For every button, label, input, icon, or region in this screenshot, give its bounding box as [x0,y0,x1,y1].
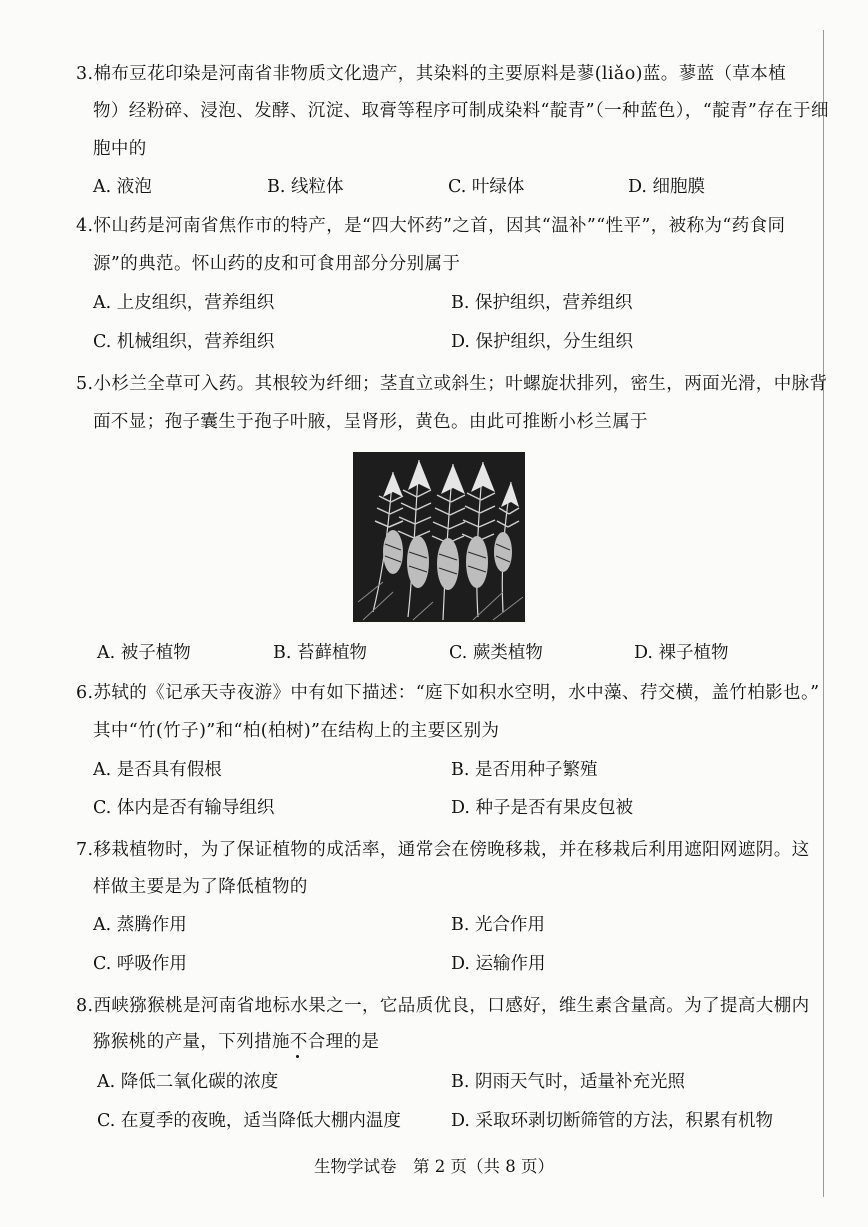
q3-line-3: 胞中的 [93,139,147,159]
q7-option-b: B. 光合作用 [451,915,545,935]
q3-line-1: 3.棉布豆花印染是河南省非物质文化遗产，其染料的主要原料是蓼(liǎo)蓝。蓼蓝（草本植 [76,64,787,84]
q3-option-c: C. 叶绿体 [448,177,525,197]
q5-line-2: 面不显；孢子囊生于孢子叶腋，呈肾形，黄色。由此可推断小杉兰属于 [93,412,648,432]
q4-line-2: 源”的典范。怀山药的皮和可食用部分分别属于 [93,254,461,274]
q7-line-2: 样做主要是为了降低植物的 [93,877,308,897]
q6-option-a: A. 是否具有假根 [93,760,222,780]
q5-option-c: C. 蕨类植物 [449,643,543,663]
q7-option-a: A. 蒸腾作用 [93,915,187,935]
q6-option-c: C. 体内是否有输导组织 [93,798,275,818]
q8-option-d: D. 采取环剥切断筛管的方法，积累有机物 [451,1111,774,1131]
q8-option-a: A. 降低二氧化碳的浓度 [97,1072,279,1092]
q3-line-2: 物）经粉碎、浸泡、发酵、沉淀、取膏等程序可制成染料“靛青”（一种蓝色），“靛青”存在于细 [93,101,829,121]
q4-option-d: D. 保护组织，分生组织 [451,332,634,352]
plant-photo [353,452,525,622]
q8-option-b: B. 阴雨天气时，适量补充光照 [451,1072,685,1092]
q4-option-c: C. 机械组织，营养组织 [93,332,275,352]
q6-line-2: 其中“竹(竹子)”和“柏(柏树)”在结构上的主要区别为 [93,721,500,741]
q5-option-d: D. 裸子植物 [634,643,729,663]
q4-option-b: B. 保护组织，营养组织 [451,293,633,313]
q7-line-1: 7.移栽植物时，为了保证植物的成活率，通常会在傍晚移栽，并在移栽后利用遮阳网遮阴。这 [76,840,810,860]
q7-option-c: C. 呼吸作用 [93,954,187,974]
page-footer: 生物学试卷 第 2 页（共 8 页） [314,1157,554,1176]
q5-line-1: 5.小杉兰全草可入药。其根较为纤细；茎直立或斜生；叶螺旋状排列，密生，两面光滑，中脉背 [76,374,828,394]
q6-line-1: 6.苏轼的《记承天寺夜游》中有如下描述：“庭下如积水空明，水中藻、荇交横，盖竹柏影也。” [76,683,820,703]
q6-option-b: B. 是否用种子繁殖 [451,760,598,780]
q8-line-1: 8.西峡猕猴桃是河南省地标水果之一，它品质优良，口感好，维生素含量高。为了提高大棚内 [76,996,810,1016]
q3-option-b: B. 线粒体 [267,177,344,197]
q8-line-2: 猕猴桃的产量，下列措施不合理的是 [93,1032,380,1052]
q3-option-a: A. 液泡 [93,177,152,197]
q4-option-a: A. 上皮组织，营养组织 [93,293,275,313]
q4-line-1: 4.怀山药是河南省焦作市的特产，是“四大怀药”之首，因其“温补”“性平”，被称为“药食同 [76,216,786,236]
q6-option-d: D. 种子是否有果皮包被 [451,798,634,818]
club-moss-illustration [353,452,525,622]
q3-option-d: D. 细胞膜 [628,177,706,197]
q5-option-a: A. 被子植物 [97,643,191,663]
q5-option-b: B. 苔藓植物 [273,643,367,663]
q8-option-c: C. 在夏季的夜晚，适当降低大棚内温度 [97,1111,401,1131]
emphasis-dot [296,1055,299,1058]
q7-option-d: D. 运输作用 [451,954,546,974]
